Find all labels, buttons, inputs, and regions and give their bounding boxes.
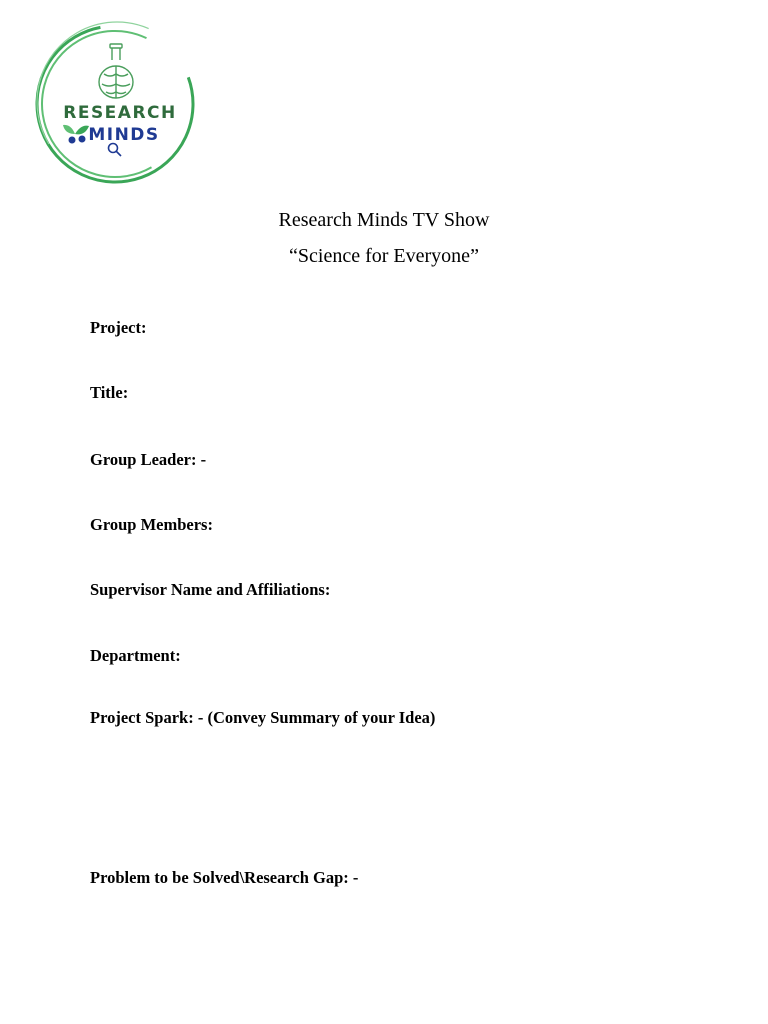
project-spark-label: Project Spark: - (Convey Summary of your Idea)	[90, 708, 436, 727]
group-leader-label: Group Leader: -	[90, 450, 207, 469]
logo-text-research: RESEARCH	[63, 103, 177, 123]
project-label: Project:	[90, 318, 147, 337]
magnifier-icon	[109, 144, 122, 157]
title-label: Title:	[90, 383, 129, 402]
flask-brain-icon	[99, 44, 133, 98]
department-label: Department:	[90, 646, 181, 665]
supervisor-label: Supervisor Name and Affiliations:	[90, 580, 331, 599]
logo-text-minds: MINDS	[88, 125, 160, 145]
page-title: Research Minds TV Show	[278, 209, 490, 231]
group-members-label: Group Members:	[90, 515, 213, 534]
problem-label: Problem to be Solved\Research Gap: -	[90, 868, 359, 887]
page-subtitle: “Science for Everyone”	[289, 245, 479, 267]
research-minds-logo	[20, 12, 212, 187]
leaf-icon	[63, 125, 89, 144]
